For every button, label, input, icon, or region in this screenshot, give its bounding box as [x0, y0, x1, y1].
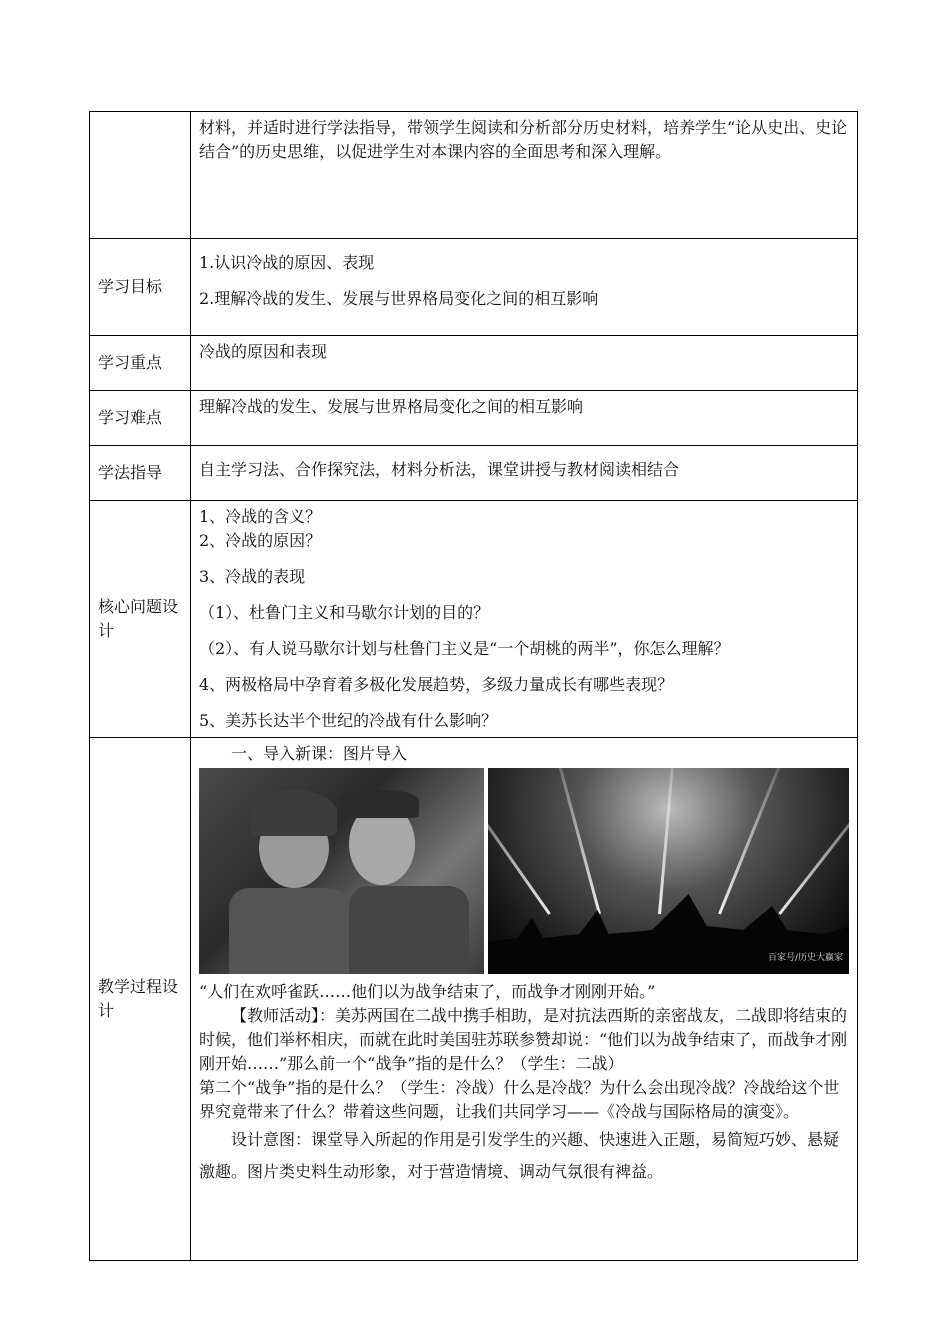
row-label: 核心问题设计 — [90, 501, 191, 738]
intro-photos — [199, 768, 849, 974]
row-label — [90, 112, 191, 239]
table-row — [90, 336, 858, 391]
victory-celebration-photo — [488, 768, 849, 974]
row-content — [191, 336, 858, 391]
text-line: 1、冷战的含义？ — [199, 507, 322, 526]
text-line: 5、美苏长达半个世纪的冷战有什么影响？ — [199, 711, 498, 730]
teacher-activity-text: 【教师活动】：美苏两国在二战中携手相助，是对抗法西斯的亲密战友，二战即将结束的时候，他们举杯相庆，而就在此时美国驻苏联参赞却说：“他们以为战争结束了，而战争才刚刚开始……”那么前一个“战争”指的是什么？（学生：二战） — [199, 1006, 848, 1073]
text-line: 2、冷战的原因？ — [199, 531, 322, 550]
text-line: 2.理解冷战的发生、发展与世界格局变化之间的相互影响 — [199, 289, 599, 308]
row-label: 学习重点 — [90, 336, 191, 391]
section-heading: 一、导入新课：图片导入 — [231, 744, 408, 763]
row-content — [191, 501, 858, 738]
text-line: 冷战的原因和表现 — [199, 342, 328, 361]
table-row — [90, 391, 858, 446]
text-line: 1.认识冷战的原因、表现 — [199, 253, 375, 272]
row-label: 学习目标 — [90, 239, 191, 336]
row-label: 教学过程设计 — [90, 738, 191, 1261]
row-label: 学习难点 — [90, 391, 191, 446]
table-row — [90, 112, 858, 239]
row-content — [191, 446, 858, 501]
text-line: （2）、有人说马歇尔计划与杜鲁门主义是“一个胡桃的两半”，你怎么理解？ — [199, 639, 730, 658]
text-line: 理解冷战的发生、发展与世界格局变化之间的相互影响 — [199, 397, 584, 416]
row-content — [191, 239, 858, 336]
design-intent-text: 设计意图：课堂导入所起的作用是引发学生的兴趣、快速进入正题，易简短巧妙、悬疑激趣。图片类史料生动形象，对于营造情境、调动气氛很有裨益。 — [199, 1130, 840, 1181]
photo-caption: 百家号/历史大赢家 — [767, 953, 843, 963]
row-content — [191, 738, 858, 1261]
row-label: 学法指导 — [90, 446, 191, 501]
question-text: 第二个“战争”指的是什么？（学生：冷战）什么是冷战？为什么会出现冷战？冷战给这个世界究竟带来了什么？带着这些问题，让我们共同学习——《冷战与国际格局的演变》。 — [199, 1078, 840, 1121]
table-row — [90, 239, 858, 336]
text-line: （1）、杜鲁门主义和马歇尔计划的目的？ — [199, 603, 490, 622]
row-content — [191, 112, 858, 239]
text-line: 自主学习法、合作探究法，材料分析法，课堂讲授与教材阅读相结合 — [199, 460, 680, 479]
text-line: 4、两极格局中孕育着多极化发展趋势，多级力量成长有哪些表现？ — [199, 675, 674, 694]
table-row — [90, 446, 858, 501]
quote-text: “人们在欢呼雀跃……他们以为战争结束了，而战争才刚刚开始。” — [199, 982, 656, 1001]
table-row — [90, 738, 858, 1261]
soldiers-photo — [199, 768, 484, 974]
text-line: 材料，并适时进行学法指导，带领学生阅读和分析部分历史材料，培养学生“论从史出、史论结合”的历史思维，以促进学生对本课内容的全面思考和深入理解。 — [199, 118, 848, 161]
lesson-plan-table — [89, 111, 858, 1261]
row-content — [191, 391, 858, 446]
table-row — [90, 501, 858, 738]
text-line: 3、冷战的表现 — [199, 567, 306, 586]
